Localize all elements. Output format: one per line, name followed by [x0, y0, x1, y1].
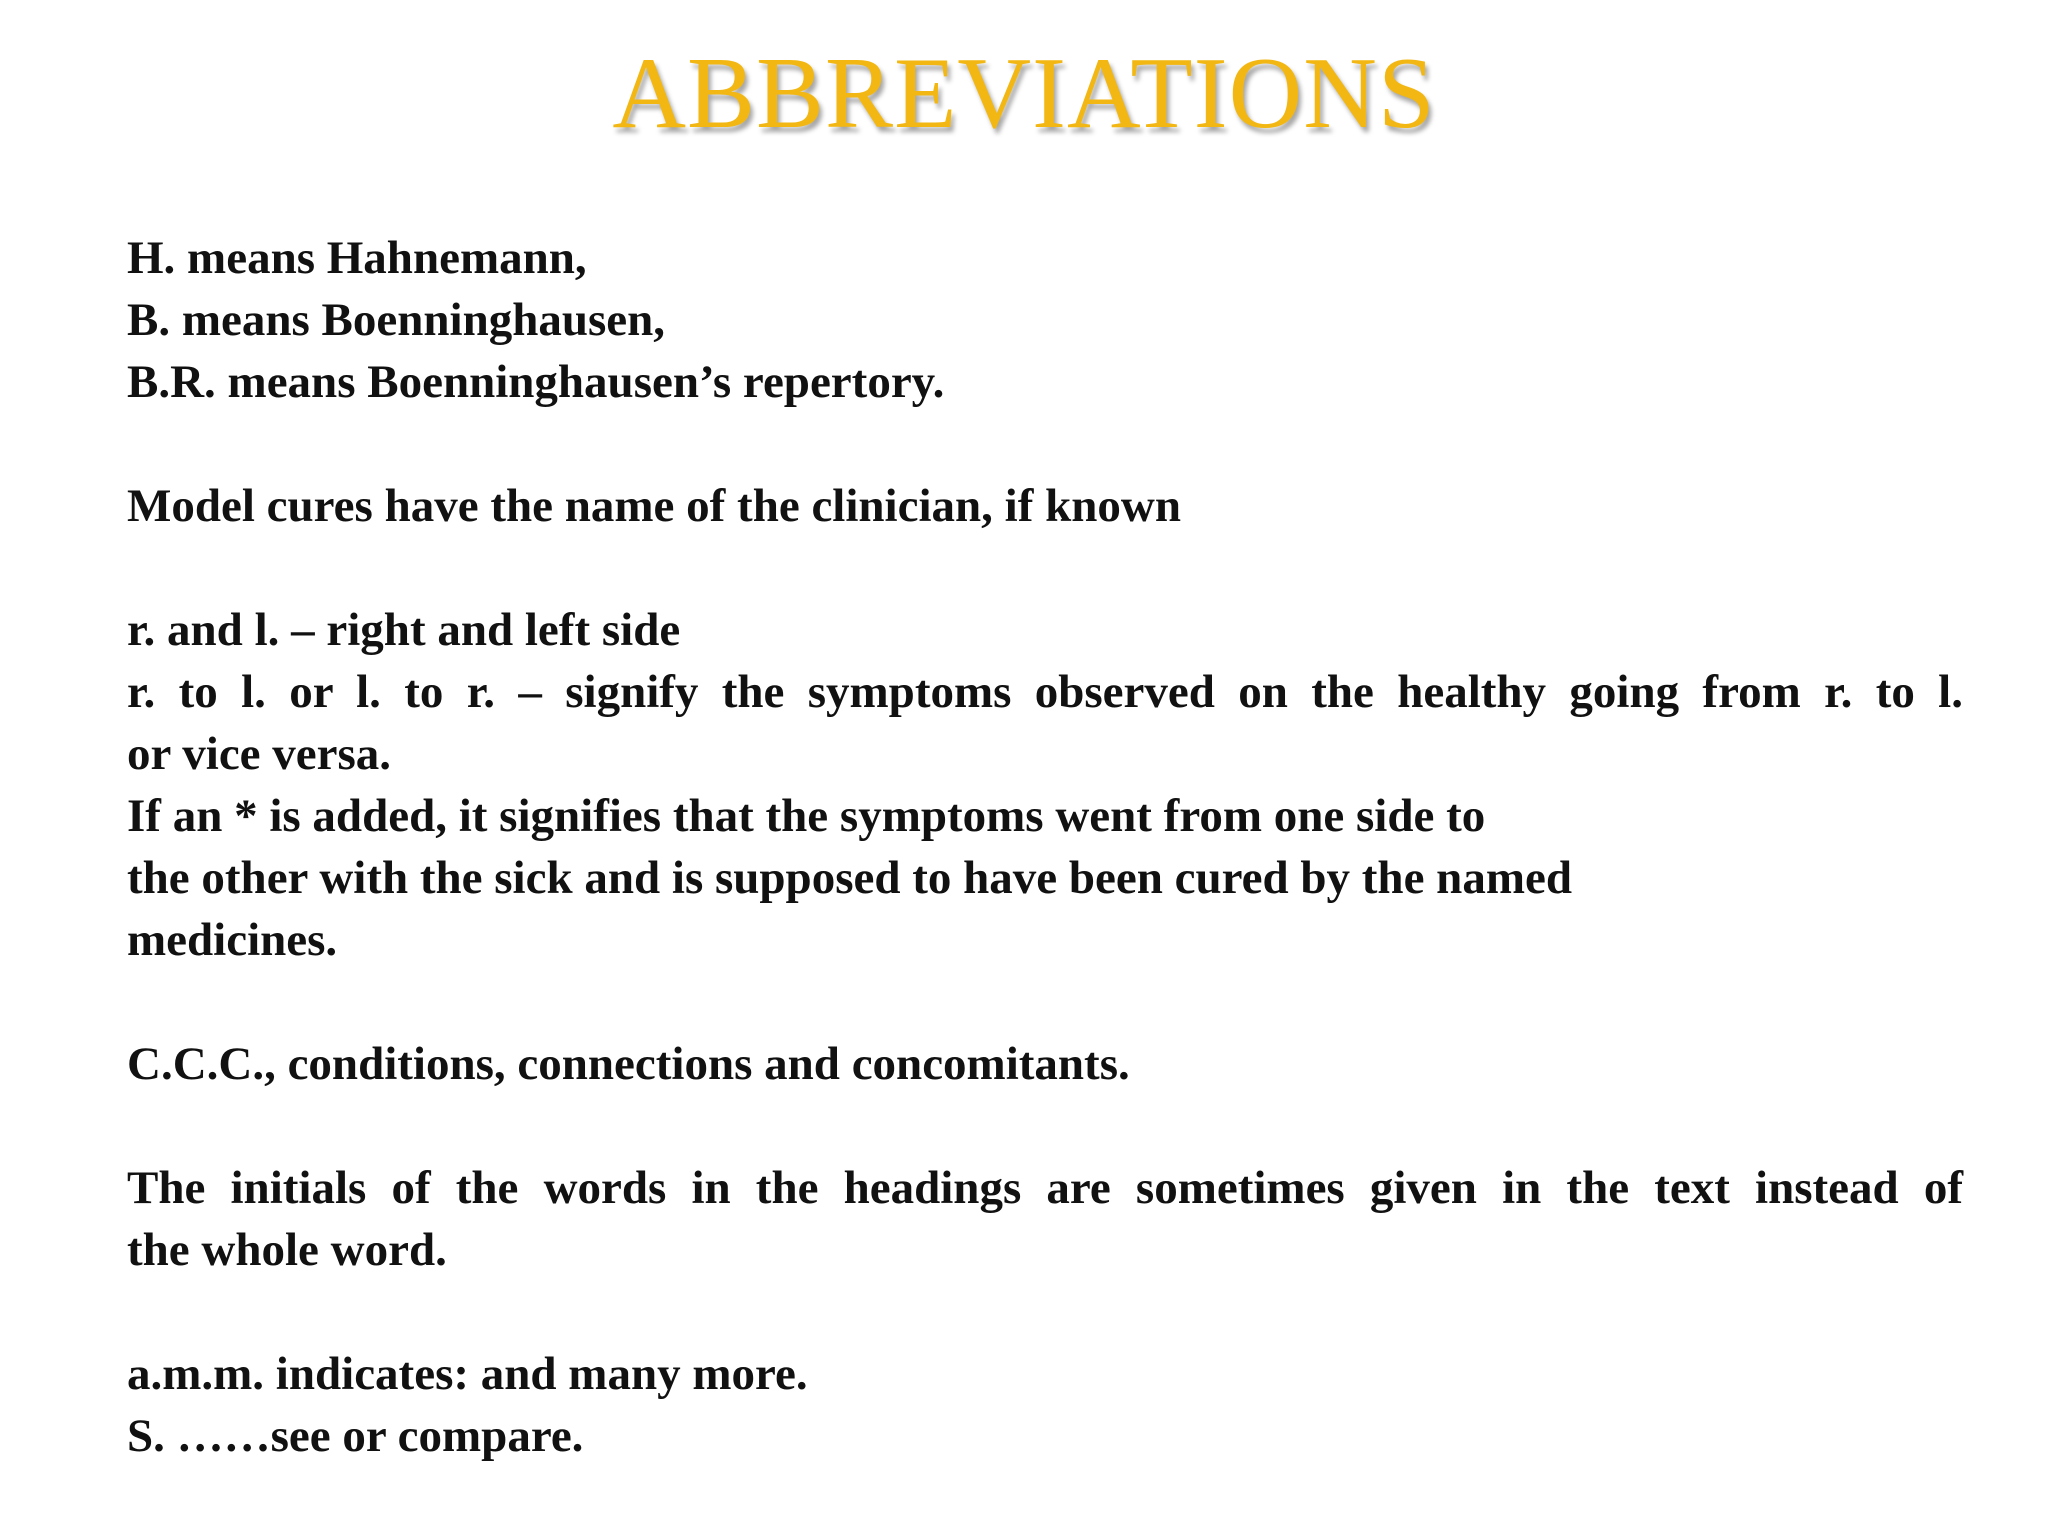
text-line-amm: a.m.m. indicates: and many more. — [127, 1348, 808, 1400]
slide-title: ABBREVIATIONS — [612, 37, 1436, 150]
text-line-right-left: r. and l. – right and left side — [127, 604, 681, 656]
text-line-initials: The initials of the words in the headings are sometimes given in the text instead of — [127, 1162, 1963, 1214]
paragraph-gap — [127, 1095, 1987, 1157]
text-line-whole-word: the whole word. — [127, 1224, 447, 1276]
abbreviations-body — [127, 227, 1987, 1467]
text-line-hahnemann: H. means Hahnemann, — [127, 232, 587, 284]
text-line-see-compare: S. ……see or compare. — [127, 1410, 584, 1462]
text-line-medicines: medicines. — [127, 914, 338, 966]
text-line-repertory: B.R. means Boenninghausen’s repertory. — [127, 356, 945, 408]
paragraph-gap — [127, 1281, 1987, 1343]
text-line-vice-versa: or vice versa. — [127, 728, 392, 780]
text-line-asterisk: If an * is added, it signifies that the symptoms went from one side to — [127, 790, 1486, 842]
paragraph-gap — [127, 537, 1987, 599]
text-line-other-side: the other with the sick and is supposed to have been cured by the named — [127, 852, 1572, 904]
text-line-r-to-l: r. to l. or l. to r. – signify the symptoms observed on the healthy going from r. to l. — [127, 666, 1963, 718]
text-line-model-cures: Model cures have the name of the clinician, if known — [127, 480, 1181, 532]
paragraph-gap — [127, 971, 1987, 1033]
paragraph-gap — [127, 413, 1987, 475]
text-line-boenninghausen: B. means Boenninghausen, — [127, 294, 666, 346]
text-line-ccc: C.C.C., conditions, connections and concomitants. — [127, 1038, 1130, 1090]
